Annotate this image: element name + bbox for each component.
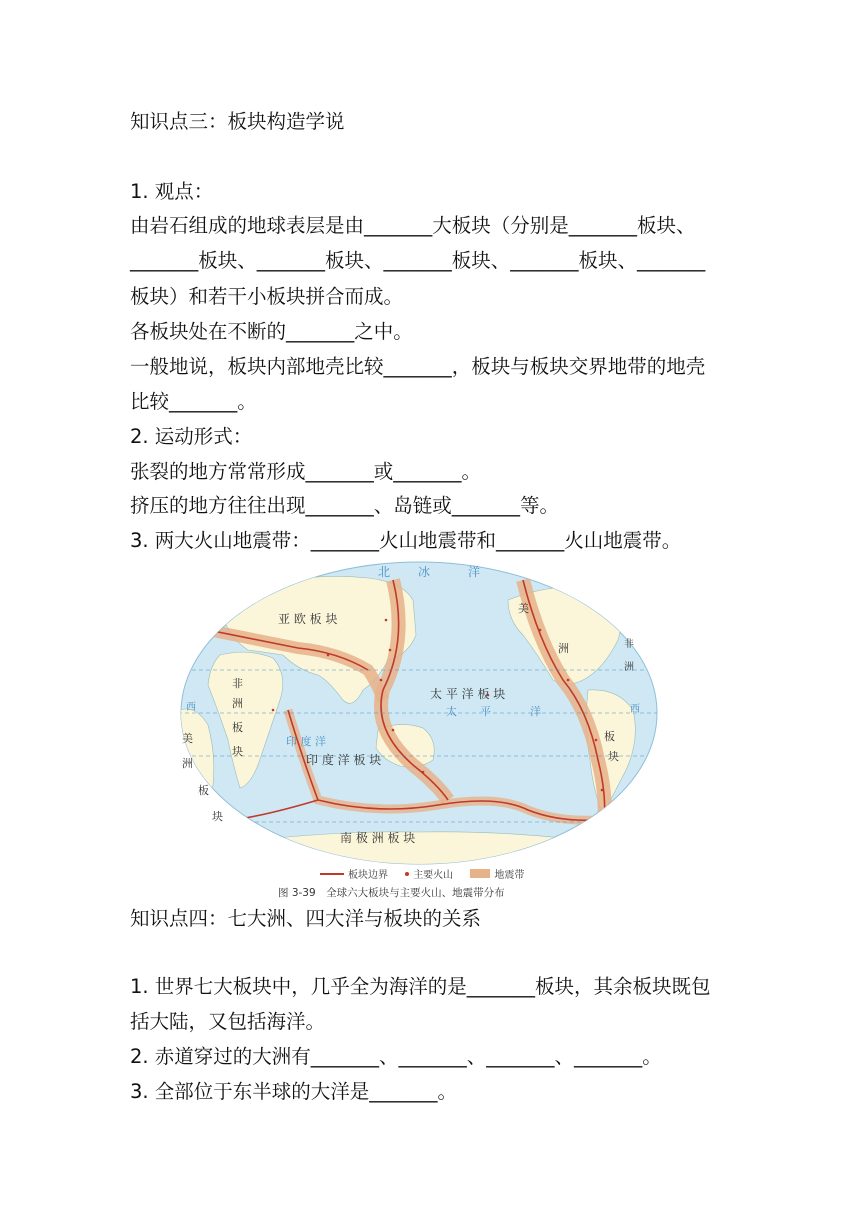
section3-line-10: 挤压的地方往往出现_______、岛链或_______等。 — [130, 494, 560, 517]
section4-line-4: 3. 全部位于东半球的大洋是_______。 — [130, 1080, 458, 1103]
label-antarctic-plate: 南 极 洲 板 块 — [340, 831, 416, 845]
label-pacific-plate: 太 平 洋 板 块 — [430, 687, 506, 701]
section3-line-5: 各板块处在不断的_______之中。 — [130, 320, 413, 343]
section4-title: 知识点四：七大洲、四大洋与板块的关系 — [130, 907, 482, 930]
label-left-xi: 西 — [186, 702, 196, 713]
label-eurasia-plate: 亚 欧 板 块 — [278, 612, 338, 626]
map-legend — [320, 866, 524, 881]
label-americas-right-1: 美 — [518, 602, 529, 615]
section3-line-4: 板块）和若干小板块拼合而成。 — [130, 285, 404, 308]
section3-line-11: 3. 两大火山地震带：_______火山地震带和_______火山地震带。 — [130, 529, 682, 552]
section3-line-2: 由岩石组成的地球表层是由_______大板块（分别是_______板块、 — [130, 214, 696, 237]
label-africa-4: 块 — [232, 745, 243, 758]
label-indian-ocean: 印 度 洋 — [286, 735, 326, 748]
label-americas-right-2: 洲 — [558, 642, 569, 655]
volcano-legend-icon — [405, 872, 409, 876]
label-right-kuai: 块 — [608, 750, 619, 763]
section3-line-7: 比较_______。 — [130, 390, 257, 413]
plate-tectonics-map — [178, 560, 660, 866]
legend-quake: 地震带 — [494, 870, 525, 881]
world-map-svg — [178, 560, 660, 866]
figure-caption: 图 3-39 全球六大板块与主要火山、地震带分布 — [278, 887, 505, 899]
label-americas-left-1: 美 — [182, 732, 193, 745]
section3-title: 知识点三：板块构造学说 — [130, 110, 345, 133]
label-arctic-bing: 冰 — [418, 565, 431, 579]
label-indian-plate: 印 度 洋 板 块 — [306, 753, 382, 767]
label-africa-1: 非 — [232, 677, 243, 690]
section4-line-1: 1. 世界七大板块中，几乎全为海洋的是_______板块，其余板块既包 — [130, 975, 711, 998]
quake-legend-icon — [470, 869, 490, 878]
section3-line-9: 张裂的地方常常形成_______或_______。 — [130, 460, 482, 483]
label-arctic-bei: 北 — [378, 565, 391, 579]
label-pacific-ping: 平 — [480, 705, 491, 718]
label-africa-3: 板 — [232, 721, 243, 734]
label-americas-left-2: 洲 — [182, 757, 193, 770]
section4-line-2: 括大陆，又包括海洋。 — [130, 1010, 326, 1033]
label-arctic-yang: 洋 — [468, 565, 481, 579]
legend-boundary: 板块边界 — [348, 870, 388, 881]
label-right-edge-1: 非 — [624, 639, 634, 650]
label-americas-left-3: 板 — [198, 784, 209, 797]
label-pacific-tai: 太 — [446, 705, 457, 718]
section3-line-6: 一般地说，板块内部地壳比较_______，板块与板块交界地带的地壳 — [130, 355, 706, 378]
section3-line-1: 1. 观点： — [130, 180, 214, 203]
boundary-legend-icon — [320, 873, 344, 875]
legend-volcano: 主要火山 — [413, 870, 454, 881]
label-right-edge-2: 洲 — [624, 662, 634, 673]
label-americas-left-4: 块 — [212, 810, 223, 823]
section4-line-3: 2. 赤道穿过的大洲有_______、_______、_______、_______。 — [130, 1045, 662, 1068]
section3-line-3: _______板块、_______板块、_______板块、_______板块、_______ — [130, 249, 706, 272]
section3-line-8: 2. 运动形式： — [130, 425, 253, 448]
antarctica-land — [218, 832, 618, 866]
label-pacific-yang: 洋 — [530, 705, 541, 718]
label-africa-2: 洲 — [232, 697, 243, 710]
label-right-xi: 西 — [630, 704, 640, 715]
label-right-ban: 板 — [604, 730, 615, 743]
